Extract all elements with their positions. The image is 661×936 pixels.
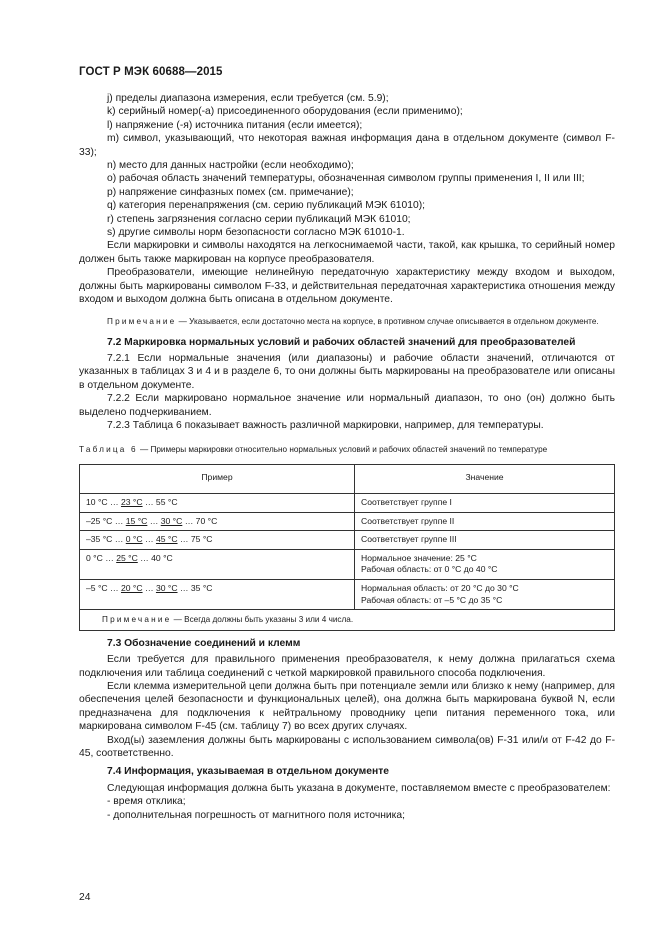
table-header-row [80,465,615,494]
section-heading: 7.2 Маркировка нормальных условий и рабочих областей значений для преобразователей [107,336,576,348]
list-item: n) место для данных настройки (если необходимо); [107,160,354,172]
paragraph: 7.2.1 Если нормальные значения (или диапазоны) и рабочие области значений, отличаются от указанных в таблицах 3 и 4 и в разделе 6, то они должны быть маркированы на преобразователе или описаны в отдельном документе. [79,352,615,391]
document-header: ГОСТ Р МЭК 60688—2015 [79,66,223,78]
table-row [80,493,615,512]
meaning-cell: Нормальное значение: 25 °С Рабочая область: от 0 °С до 40 °С [355,549,615,579]
example-cell: 0 °С … 25 °С … 40 °С [80,549,355,579]
meaning-cell: Соответствует группе I [355,493,615,512]
list-item: l) напряжение (-я) источника питания (если имеется); [107,119,363,131]
list-item: r) степень загрязнения согласно серии публикаций МЭК 61010; [107,213,411,225]
column-header: Значение [355,465,615,494]
paragraph: Если клемма измерительной цепи должна быть при потенциале земли или близко к нему (например, для обеспечения целей безопасности и функциональных целей), она должна быть маркирована буквой N, если предназначена для подключения к нейтральному проводнику цепи питания переменного тока, или маркирована символом F-45 (см. таблицу 7) во всех других случаях. [79,680,615,733]
meaning-cell: Соответствует группе II [355,512,615,531]
list-item: o) рабочая область значений температуры, обозначенная символом группы применения I, II или III; [107,173,585,185]
note [79,316,615,327]
example-cell: –35 °С … 0 °С … 45 °С … 75 °С [80,531,355,550]
table-row [80,531,615,550]
example-cell: –25 °С … 15 °С … 30 °С … 70 °С [80,512,355,531]
page-number: 24 [79,892,91,903]
note-label: Примечание [107,316,177,326]
paragraph: Если требуется для правильного применения преобразователя, к нему должна прилагаться схема подключения или таблица соединений с четкой маркировкой правильного способа подключения. [79,654,615,679]
list-item: p) напряжение синфазных помех (см. примечание); [107,186,354,198]
section-heading: 7.4 Информация, указываемая в отдельном документе [107,766,389,778]
section-heading: 7.3 Обозначение соединений и клемм [107,637,301,649]
column-header: Пример [80,465,355,494]
table-row [80,512,615,531]
document-body [79,92,615,822]
table-note: Примечание — Всегда должны быть указаны 3 или 4 числа. [80,610,615,631]
paragraph: 7.2.2 Если маркировано нормальное значение или нормальный диапазон, то оно (он) должно быть выделено подчеркиванием. [79,393,615,418]
meaning-cell: Нормальная область: от 20 °С до 30 °С Рабочая область: от –5 °С до 35 °С [355,579,615,609]
table-note-row [80,610,615,631]
table-row [80,549,615,579]
list-item: q) категория перенапряжения (см. серию публикаций МЭК 61010); [107,200,425,212]
example-cell: –5 °С … 20 °С … 30 °С … 35 °С [80,579,355,609]
requirements-list [79,92,615,239]
paragraph: 7.2.3 Таблица 6 показывает важность различной маркировки, например, для температуры. [107,419,544,431]
meaning-cell: Соответствует группе III [355,531,615,550]
list-item: j) пределы диапазона измерения, если требуется (см. 5.9); [107,93,389,104]
table-caption-text: — Примеры маркировки относительно нормальных условий и рабочих областей значений по температуре [137,445,548,455]
note-text: — Указывается, если достаточно места на корпусе, в противном случае описывается в отдельном документе. [176,316,599,326]
table-caption [79,444,615,455]
paragraph: Следующая информация должна быть указана в документе, поставляемом вместе с преобразователем: [107,782,611,794]
list-item: s) другие символы норм безопасности согласно МЭК 61010-1. [107,227,405,239]
list-item: - дополнительная погрешность от магнитного поля источника; [107,809,405,821]
list-item: - время отклика; [107,796,186,808]
marking-examples-table [79,464,615,630]
table-row [80,579,615,609]
example-cell: 10 °С … 23 °С … 55 °С [80,493,355,512]
list-item: m) символ, указывающий, что некоторая важная информация дана в отдельном документе (символ F-33); [79,133,615,158]
paragraph: Если маркировки и символы находятся на легкоснимаемой части, такой, как крышка, то серийный номер должен быть также маркирован на корпусе преобразователя. [79,240,615,265]
list-item: k) серийный номер(-а) присоединенного оборудования (если применимо); [107,106,463,118]
paragraph: Преобразователи, имеющие нелинейную передаточную характеристику между входом и выходом, должны быть маркированы символом F-33, и действительная передаточная характеристика отношения между входом и выходом должна быть описана в отдельном документе. [79,267,615,306]
paragraph: Вход(ы) заземления должны быть маркированы с использованием символа(ов) F-31 или/и от F-42 до F-45, соответственно. [79,734,615,759]
table-caption-label: Таблица 6 [79,445,138,455]
